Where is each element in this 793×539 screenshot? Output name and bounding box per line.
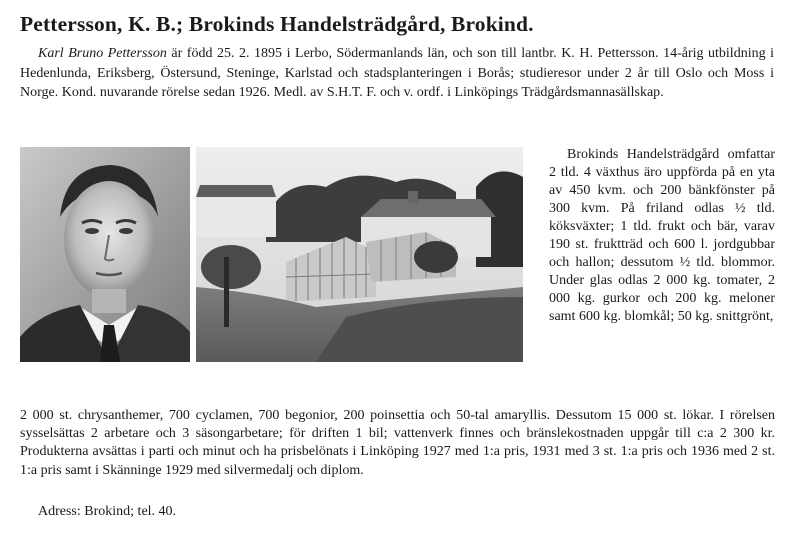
- address-line: Adress: Brokind; tel. 40.: [38, 504, 177, 519]
- side-paragraph: [549, 146, 775, 326]
- bottom-paragraph: [20, 407, 775, 480]
- bottom-text: 2 000 st. chrysanthemer, 700 cyclamen, 700 begonior, 200 poinsettia och 50-tal amaryllis. Dessutom 15 000 st. lökar. I rörelsen sysselsättas 2 arbetare och 3 säsongarbetare; för driften 1 bil; vattenverk finnes och bränslekostnaden uppgår till c:a 2 300 kr. Produkterna avsättas i parti och minut och ha prisbelönats i Linköping 1927 med 1:a pris, 1931 med 3 st. 1:a pris och 1936 med 2 st. 1:a pris samt i Skänninge 1929 med silvermedalj och diplom.: [20, 408, 775, 478]
- side-text: Brokinds Handelsträdgård omfattar 2 tld. 4 växthus äro uppförda på en yta av 450 kvm. och 200 bänkfönster på 300 kvm. På friland odlas ½ tld. köksväxter; 1 tld. frukt och bär, varav 190 st. fruktträd och 600 l. jordgubbar och hallon; dessutom ½ tld. blommor. Under glas odlas 2 000 kg. tomater, 2 000 kg. gurkor och 200 kg. meloner samt 600 kg. blomkål; 50 kg. snittgrönt,: [549, 147, 775, 324]
- portrait-photo: [20, 147, 190, 362]
- page-title: Pettersson, K. B.; Brokinds Handelsträdgård, Brokind.: [20, 12, 534, 36]
- intro-paragraph: [20, 44, 774, 103]
- greenhouse-photo: [196, 147, 523, 362]
- person-name: Karl Bruno Pettersson: [38, 46, 167, 61]
- intro-text: är född 25. 2. 1895 i Lerbo, Södermanlands län, och son till lantbr. K. H. Pettersson. 14-årig utbildning i Hedenlunda, Eriksberg, Östersund, Steninge, Karlstad och stadsplanteringen i Borås; studieresor under 2 år till Oslo och Moss i Norge. Kond. nuvarande rörelse sedan 1926. Medl. av S.H.T. F. och v. ordf. i Linköpings Trädgårdsmannasällskap.: [20, 46, 775, 100]
